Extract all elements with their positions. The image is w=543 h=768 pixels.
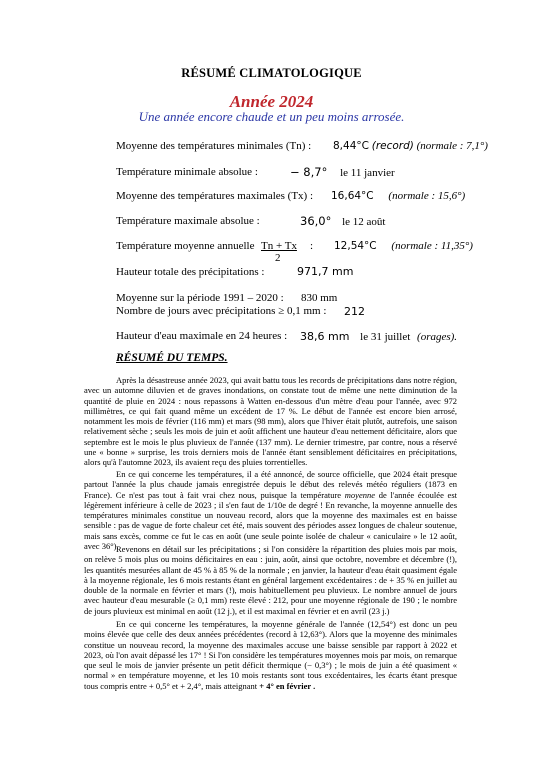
stat-note-max24: (orages). xyxy=(417,331,458,343)
stat-value-period: 830 mm xyxy=(301,292,338,304)
stat-value-tmin-abs-group xyxy=(290,165,395,179)
stat-row-precip xyxy=(116,266,264,278)
stat-label-tx: Moyenne des températures maximales (Tx) : xyxy=(116,190,314,202)
stat-value-tmin-abs: − 8,7° xyxy=(290,165,328,179)
stat-row-tmax-abs xyxy=(116,215,260,227)
stat-row-max24 xyxy=(116,330,287,342)
stat-value-tmoy-group xyxy=(334,240,473,252)
stat-formula-den: 2 xyxy=(275,252,281,264)
stat-label-precip: Hauteur totale des précipitations : xyxy=(116,266,265,278)
year-heading: Année 2024 xyxy=(229,92,314,111)
stat-label-days: Nombre de jours avec précipitations ≥ 0,1 mm : xyxy=(116,305,327,317)
stat-row-tx xyxy=(116,190,313,202)
stat-value-precip-group xyxy=(297,265,353,278)
stat-date-tmax-abs: le 12 août xyxy=(342,216,386,228)
emphasis-fevrier: + 4° en février . xyxy=(259,680,316,691)
stat-record-tn: (record) xyxy=(371,140,414,152)
stat-date-max24: le 31 juillet xyxy=(360,331,411,343)
stat-date-tmin-abs: le 11 janvier xyxy=(340,167,395,179)
stat-label-period: Moyenne sur la période 1991 – 2020 : xyxy=(116,292,284,304)
stat-value-precip: 971,7 mm xyxy=(297,265,354,278)
stat-value-max24-group xyxy=(300,330,457,343)
stat-value-tx: 16,64°C xyxy=(331,190,374,202)
stat-normal-tn: (normale : 7,1°) xyxy=(416,140,488,152)
stat-normal-tmoy: (normale : 11,35°) xyxy=(391,240,473,252)
section-title: RÉSUMÉ DU TEMPS. xyxy=(116,352,228,364)
stat-row-tmoy xyxy=(116,240,255,252)
stat-value-tmax-abs-group xyxy=(300,214,386,228)
stat-row-tn xyxy=(116,140,311,152)
stat-value-tn-group xyxy=(333,140,488,152)
stat-formula-colon: : xyxy=(310,240,314,252)
stat-label-tmoy: Température moyenne annuelle xyxy=(116,240,255,252)
stat-label-max24: Hauteur d'eau maximale en 24 heures : xyxy=(116,330,288,342)
stat-value-max24: 38,6 mm xyxy=(300,330,350,343)
stat-value-tmax-abs: 36,0° xyxy=(300,214,332,228)
stat-formula-num: Tn + Tx xyxy=(261,240,297,252)
stat-value-days-group xyxy=(344,305,365,318)
stat-value-tn: 8,44°C xyxy=(333,140,369,152)
paragraph-3: Revenons en détail sur les précipitations ; si l'on considère la répartition des pluies mois par mois, on relève 5 mois plus ou moins déficitaires en eau : juin, août, ainsi que octobre, novembre et décembre (!), les quantités mesurées allant de 45 % à 85 % de la normale ; en janvier, la hauteur d'eau était quasiment égale à la moyenne régionale, les 6 mois restants étant en général largement excédentaires : de + 35 % en juillet au double de la normale en février et mars (!), mois habituellement peu pluvieux. Le nombre annuel de jours avec hauteur d'eau mesurable (≥ 0,1 mm) reste élevé : 212, pour une moyenne régionale de 190 ; le nombre de jours pluvieux est minimal en août (12 j.), et il est maximal en février et en avril (23 j.) xyxy=(84,544,457,616)
document-title: RÉSUMÉ CLIMATOLOGIQUE xyxy=(181,66,362,80)
stat-value-tmoy: 12,54°C xyxy=(334,240,377,252)
stat-row-period xyxy=(116,292,284,304)
paragraph-1: Après la désastreuse année 2023, qui avait battu tous les records de précipitations dans notre région, avec un automne diluvien et de graves inondations, on constate tout de même une nette diminution de la quantité de pluie en 2024 : nous repassons à Watten en-dessous d'un mètre d'eau pour l'année, avec 972 millimètres, ce qui fait quand même un excédent de 17 %. Le début de l'année est encore bien arrosé, notamment les mois de février (116 mm) et mars (98 mm), alors que l'hiver était plutôt, autrefois, une saison relativement sèche ; seuls les mois de juin et août affichent une hauteur d'eau nettement déficitaire, alors que septembre est le mois le plus pluvieux de l'année (137 mm). Le dernier trimestre, par contre, nous a réservé une « bonne » surprise, les trois derniers mois de l'année étant sensiblement déficitaires en précipitations, alors qu'à l'automne 2023, ils avaient reçu des pluies torrentielles. xyxy=(84,375,457,468)
stat-label-tn: Moyenne des températures minimales (Tn) : xyxy=(116,140,312,152)
subtitle: Une année encore chaude et un peu moins arrosée. xyxy=(138,109,405,124)
stat-row-tmin-abs xyxy=(116,166,258,178)
emphasis-moyenne: moyenne xyxy=(344,489,376,500)
paragraph-4: En ce qui concerne les températures, la moyenne générale de l'année (12,54°) est donc un peu moins élevée que celle des deux années précédentes (record à 12,63°). Alors que la moyenne des minimales constitue un nouveau record, la moyenne des maximales accuse une baisse sensible par rapport à 2022 et 2023, où l'on avait dépassé les 17° ! Si l'on considère les températures moyennes mois par mois, on remarque que seul le mois de janvier présente un petit déficit thermique (− 0,3°) ; le mois de juin a été quasiment « normal » en température moyenne, et les 10 mois restants sont tous excédentaires, les écarts étant presque tous compris entre + 0,5° et + 2,4°, mais atteignant + 4° en février . xyxy=(84,619,457,691)
paragraph-2: En ce qui concerne les températures, il a été annoncé, de source officielle, que 2024 était presque partout l'année la plus chaude jamais enregistrée depuis le début des relevés météo réguliers (1873 en France). Ce n'est pas tout à fait vrai chez nous, puisque la température moyenne de l'année écoulée est légèrement inférieure à celle de 2023 ; il s'en faut de 1/10e de degré ! En revanche, la moyenne annuelle des températures minimales constitue un nouveau record, alors que la moyenne des maximales est en baisse sensible : pas de vague de forte chaleur cet été, mais souvent des périodes assez longues de chaleur soutenue, mais sans excès, comme ce fut le cas en août (une seule pointe isolée de chaleur « caniculaire » le 12 août, avec 36°). xyxy=(84,469,457,552)
stat-label-tmin-abs: Température minimale absolue : xyxy=(116,166,258,178)
stat-value-tx-group xyxy=(331,190,465,202)
stat-normal-tx: (normale : 15,6°) xyxy=(388,190,466,202)
stat-label-tmax-abs: Température maximale absolue : xyxy=(116,215,260,227)
stat-row-days xyxy=(116,305,326,317)
stat-value-days: 212 xyxy=(344,305,365,318)
